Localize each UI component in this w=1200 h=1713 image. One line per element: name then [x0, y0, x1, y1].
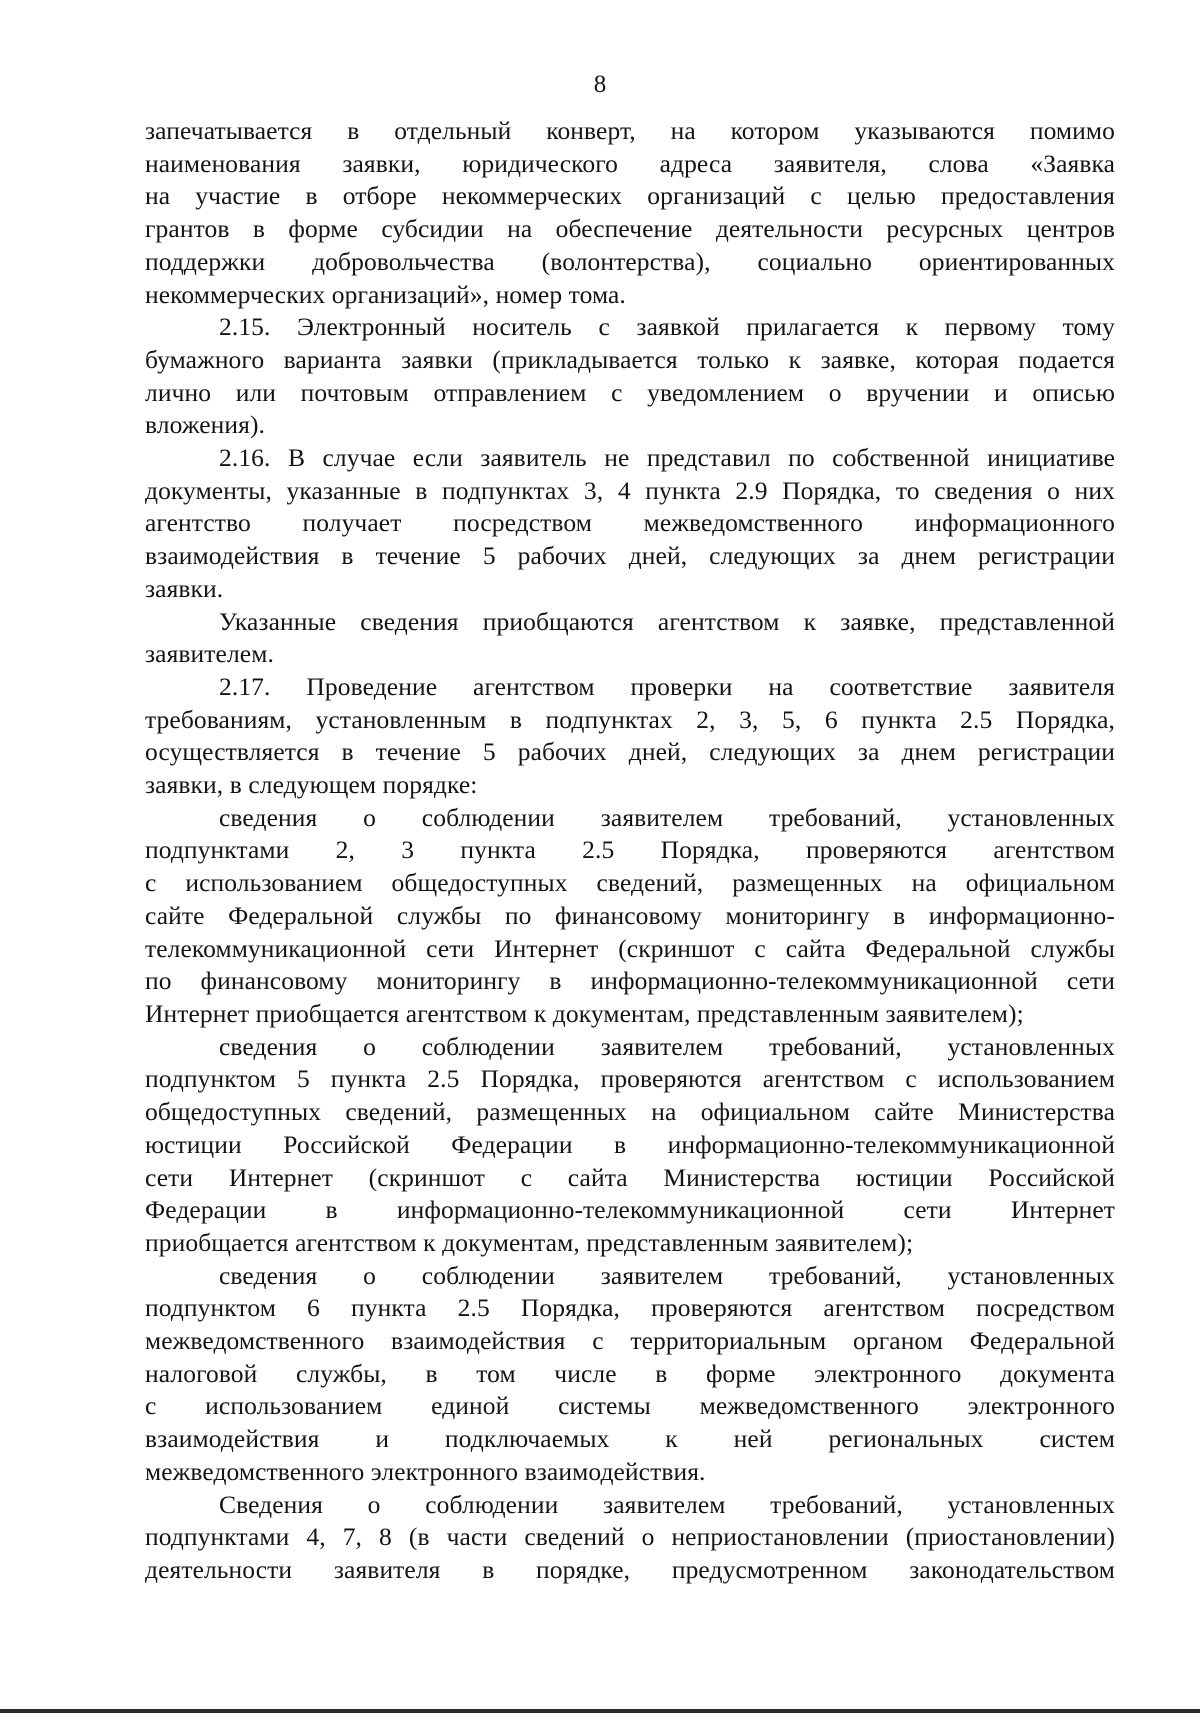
paragraph: [145, 606, 1115, 671]
text-line: с использованием единой системы межведомственного электронного: [145, 1391, 1115, 1421]
text-line: сети Интернет (скриншот с сайта Министерства юстиции Российской: [145, 1162, 1115, 1192]
text-line: деятельности заявителя в порядке, предусмотренном законодательством: [145, 1554, 1115, 1584]
text-line: сведения о соблюдении заявителем требований, установленных: [219, 802, 1115, 832]
text-line: сведения о соблюдении заявителем требований, установленных: [219, 1031, 1115, 1061]
text-line: 2.17. Проведение агентством проверки на соответствие заявителя: [219, 671, 1115, 701]
paragraph: [145, 1489, 1115, 1587]
text-line: 2.15. Электронный носитель с заявкой прилагается к первому тому: [219, 312, 1115, 342]
text-line: вложения).: [145, 410, 266, 440]
text-line: заявки.: [145, 573, 224, 603]
text-line: взаимодействия и подключаемых к ней региональных систем: [145, 1424, 1115, 1454]
text-line: подпунктами 2, 3 пункта 2.5 Порядка, проверяются агентством: [145, 835, 1115, 865]
document-body: [145, 115, 1115, 1587]
text-line: сведения о соблюдении заявителем требований, установленных: [219, 1260, 1115, 1290]
text-line: Указанные сведения приобщаются агентством к заявке, представленной: [219, 606, 1115, 636]
text-line: межведомственного электронного взаимодействия.: [145, 1456, 706, 1486]
text-line: сайте Федеральной службы по финансовому мониторингу в информационно-: [145, 900, 1115, 930]
text-line: общедоступных сведений, размещенных на официальном сайте Министерства: [145, 1097, 1115, 1127]
text-line: межведомственного взаимодействия с территориальным органом Федеральной: [145, 1326, 1115, 1356]
text-line: некоммерческих организаций», номер тома.: [145, 279, 626, 309]
text-line: требованиям, установленным в подпунктах 2, 3, 5, 6 пункта 2.5 Порядка,: [145, 704, 1115, 734]
text-line: агентство получает посредством межведомственного информационного: [145, 508, 1115, 538]
text-line: на участие в отборе некоммерческих организаций с целью предоставления: [145, 181, 1115, 211]
text-line: подпунктами 4, 7, 8 (в части сведений о неприостановлении (приостановлении): [145, 1522, 1115, 1552]
text-line: наименования заявки, юридического адреса заявителя, слова «Заявка: [145, 148, 1115, 178]
text-line: запечатывается в отдельный конверт, на котором указываются помимо: [145, 116, 1115, 145]
text-line: подпунктом 6 пункта 2.5 Порядка, проверяются агентством посредством: [145, 1293, 1115, 1323]
text-line: телекоммуникационной сети Интернет (скриншот с сайта Федеральной службы: [145, 933, 1115, 963]
scan-edge-line: [0, 1709, 1200, 1713]
text-line: бумажного варианта заявки (прикладывается только к заявке, которая подается: [145, 344, 1115, 374]
text-line: лично или почтовым отправлением с уведомлением о вручении и описью: [145, 377, 1115, 407]
paragraph: [145, 442, 1115, 606]
text-line: налоговой службы, в том числе в форме электронного документа: [145, 1358, 1115, 1388]
text-line: заявителем.: [145, 639, 274, 669]
paragraph: [145, 671, 1115, 802]
text-line: подпунктом 5 пункта 2.5 Порядка, проверяются агентством с использованием: [145, 1064, 1115, 1094]
text-line: заявки, в следующем порядке:: [145, 770, 478, 800]
page-number: 8: [593, 71, 607, 98]
paragraph: [145, 1031, 1115, 1260]
text-line: 2.16. В случае если заявитель не представил по собственной инициативе: [219, 443, 1115, 473]
text-line: документы, указанные в подпунктах 3, 4 пункта 2.9 Порядка, то сведения о них: [145, 475, 1115, 505]
text-line: Интернет приобщается агентством к документам, представленным заявителем);: [145, 998, 1024, 1028]
paragraph: [145, 1260, 1115, 1489]
paragraph: [145, 115, 1115, 311]
text-line: Сведения о соблюдении заявителем требований, установленных: [219, 1489, 1115, 1519]
text-line: Федерации в информационно-телекоммуникационной сети Интернет: [145, 1195, 1115, 1225]
text-line: приобщается агентством к документам, представленным заявителем);: [145, 1227, 914, 1257]
paragraph: [145, 311, 1115, 442]
text-line: поддержки добровольчества (волонтерства), социально ориентированных: [145, 246, 1115, 276]
text-line: по финансовому мониторингу в информационно-телекоммуникационной сети: [145, 966, 1115, 996]
text-line: грантов в форме субсидии на обеспечение деятельности ресурсных центров: [145, 214, 1115, 244]
text-line: взаимодействия в течение 5 рабочих дней, следующих за днем регистрации: [145, 541, 1115, 571]
text-line: осуществляется в течение 5 рабочих дней, следующих за днем регистрации: [145, 737, 1115, 767]
text-line: юстиции Российской Федерации в информационно-телекоммуникационной: [145, 1129, 1115, 1159]
text-line: с использованием общедоступных сведений, размещенных на официальном: [145, 868, 1115, 898]
paragraph: [145, 802, 1115, 1031]
